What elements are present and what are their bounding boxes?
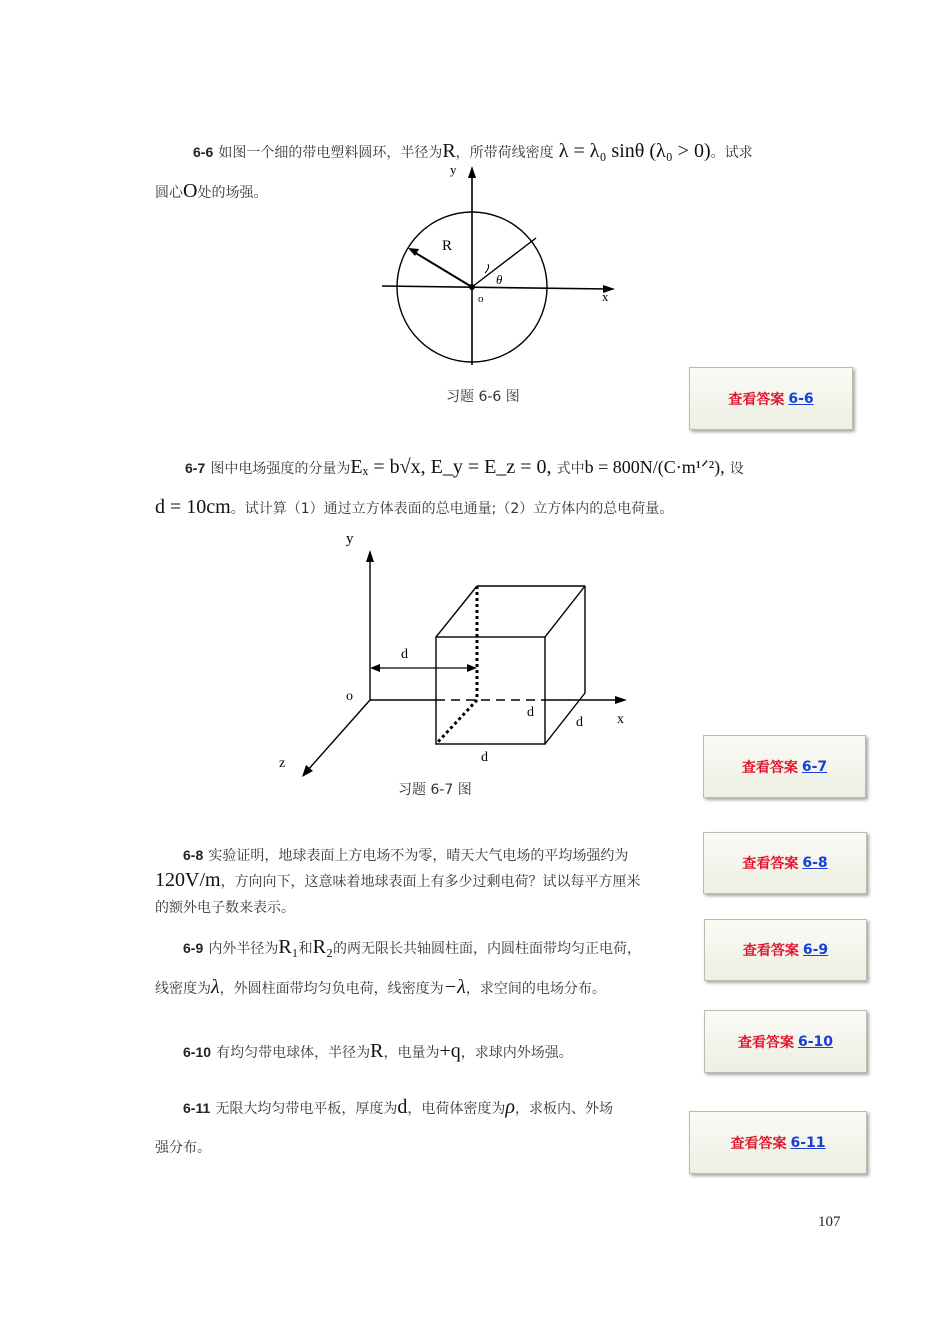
answer-link[interactable]: 6-7 (801, 758, 828, 775)
problem-text: 实验证明，地球表面上方电场不为零，晴天大气电场的平均场强约为 (208, 848, 629, 864)
figure-caption: 习题 6-7 图 (398, 782, 472, 798)
d-label: d (401, 647, 408, 662)
problem-text: 无限大均匀带电平板，厚度为 (215, 1101, 398, 1117)
symbol: ρ (505, 1096, 515, 1118)
radius-line (414, 252, 472, 287)
y-arrow-icon (366, 550, 374, 562)
answer-link[interactable]: 6-9 (802, 942, 829, 958)
x-arrow-icon (615, 696, 627, 704)
angle-line (472, 238, 536, 287)
answer-label: 查看答案 (728, 391, 785, 408)
symbol: O (183, 180, 198, 202)
origin-dot (469, 284, 475, 290)
problem-6-8-line1 (183, 845, 628, 865)
formula: λ = λ₀ sinθ (λ₀ > 0) (558, 140, 711, 162)
answer-link[interactable]: 6-6 (788, 390, 814, 407)
problem-text: 内外半径为 (208, 941, 279, 957)
answer-link[interactable]: 6-8 (802, 855, 828, 871)
y-label: y (450, 162, 457, 177)
formula: d = 10cm (155, 496, 231, 518)
symbol: R (442, 140, 456, 162)
problem-text: ，电荷体密度为 (407, 1101, 506, 1117)
problem-text: ，外圆柱面带均匀负电荷，线密度为 (219, 981, 444, 997)
figure-6-6 (370, 160, 630, 380)
problem-6-7-line1 (185, 456, 744, 479)
answer-label: 查看答案 (730, 1135, 787, 1152)
problem-number: 6-8 (183, 847, 204, 863)
dimension-arrow-icon (370, 664, 380, 672)
problem-6-11-line1 (183, 1096, 613, 1119)
problem-6-7-line2 (155, 496, 673, 519)
problem-text: ，求空间的电场分布。 (465, 981, 606, 997)
cube-hidden-edge (436, 700, 477, 744)
problem-number: 6-10 (183, 1044, 212, 1060)
problem-text: 。试计算（1）通过立方体表面的总电通量;（2）立方体内的总电荷量。 (230, 501, 674, 517)
formula: 120V/m (155, 869, 221, 891)
problem-number: 6-9 (183, 940, 204, 956)
y-arrow-icon (468, 166, 476, 178)
origin-label: o (346, 689, 353, 704)
z-axis (307, 700, 370, 771)
symbol: λ (211, 976, 220, 998)
problem-text: 和 (298, 941, 313, 957)
symbol: +q (439, 1040, 461, 1062)
problem-text: 图中电场强度的分量为 (210, 461, 351, 477)
problem-text: 设 (729, 461, 744, 477)
view-answer-button-6-6[interactable] (689, 367, 853, 430)
y-label: y (346, 531, 354, 547)
problem-text: ，求板内、外场 (514, 1101, 613, 1117)
problem-text: 处的场强。 (197, 185, 268, 201)
figure-6-7 (270, 525, 640, 785)
problem-number: 6-11 (183, 1100, 211, 1116)
problem-text: 有均匀带电球体，半径为 (216, 1045, 371, 1061)
cube-edge (545, 586, 585, 637)
problem-text: 圆心 (155, 185, 183, 201)
problem-text: 如图一个细的带电塑料圆环，半径为 (218, 145, 443, 161)
answer-link[interactable]: 6-11 (790, 1134, 826, 1151)
answer-label: 查看答案 (742, 943, 799, 959)
view-answer-button-6-8[interactable] (703, 832, 867, 894)
problem-6-9-line1 (183, 936, 641, 959)
x-label: x (602, 289, 609, 304)
view-answer-button-6-9[interactable] (704, 919, 867, 981)
problem-text: 。试求 (710, 145, 753, 161)
answer-label: 查看答案 (742, 856, 799, 872)
problem-number: 6-6 (193, 144, 214, 160)
problem-6-9-line2 (155, 976, 606, 999)
problem-text: ，所带荷线密度 (455, 145, 554, 161)
problem-text: 线密度为 (155, 981, 211, 997)
symbol: d (397, 1096, 408, 1118)
problem-6-6-line2 (155, 180, 267, 203)
view-answer-button-6-11[interactable] (689, 1111, 867, 1174)
answer-label: 查看答案 (737, 1034, 794, 1051)
theta-label: θ (496, 272, 503, 287)
symbol: R₁ (278, 936, 299, 958)
figure-caption: 习题 6-6 图 (446, 389, 520, 405)
view-answer-button-6-7[interactable] (703, 735, 866, 798)
formula: Eₓ = b√x, E_y = E_z = 0, (350, 456, 552, 478)
problem-text: ，求球内外场强。 (460, 1045, 573, 1061)
answer-label: 查看答案 (741, 759, 798, 776)
problem-6-8-line2 (155, 869, 641, 892)
problem-number: 6-7 (185, 460, 206, 476)
problem-text: ，方向向下，这意味着地球表面上有多少过剩电荷？试以每平方厘米 (220, 874, 641, 890)
answer-link[interactable]: 6-10 (797, 1033, 834, 1050)
formula: b = 800N/(C·m¹ᐟ²), (584, 457, 725, 477)
problem-text: 式中 (556, 461, 585, 477)
problem-text: 的额外电子数来表示。 (155, 900, 295, 916)
x-label: x (617, 712, 624, 727)
d-label: d (576, 715, 583, 730)
problem-6-10-line1 (183, 1040, 573, 1063)
d-label: d (481, 750, 488, 765)
view-answer-button-6-10[interactable] (704, 1010, 867, 1073)
page-number: 107 (818, 1214, 841, 1230)
cube-edge (436, 586, 477, 637)
problem-text: 的两无限长共轴圆柱面，内圆柱面带均匀正电荷， (332, 941, 641, 957)
symbol: R (370, 1040, 384, 1062)
angle-arc (485, 264, 489, 273)
d-label: d (527, 705, 534, 720)
origin-label: o (478, 293, 484, 305)
radius-label: R (442, 238, 453, 254)
x-axis (382, 286, 608, 289)
problem-text: 强分布。 (155, 1140, 211, 1156)
problem-text: ，电量为 (383, 1045, 440, 1061)
symbol: −λ (443, 976, 466, 998)
symbol: R₂ (312, 936, 333, 958)
z-label: z (279, 756, 286, 771)
